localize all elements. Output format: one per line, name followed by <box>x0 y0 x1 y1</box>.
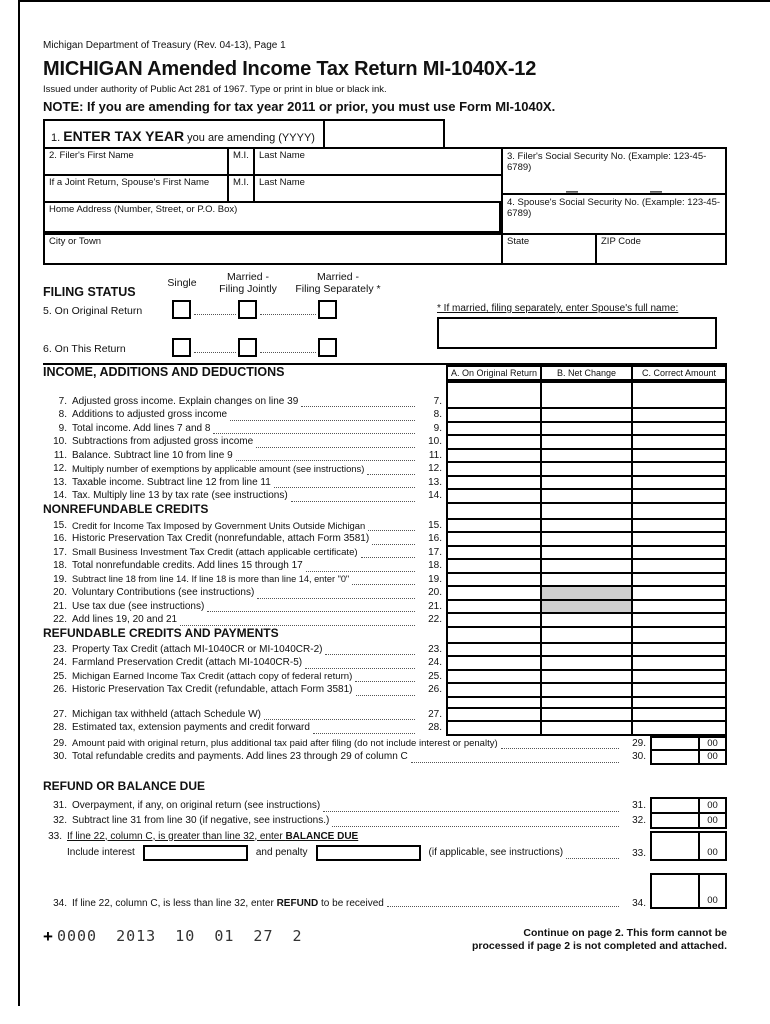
dotted-leader <box>194 352 236 353</box>
line33-inputs-row <box>67 845 622 861</box>
dotted-leader <box>356 684 416 696</box>
line-number: 29. <box>53 737 67 749</box>
filing-col-married-jointly: Married - Filing Jointly <box>219 271 277 296</box>
line-number: 28. <box>53 722 67 734</box>
line34-amount-box[interactable] <box>650 873 727 909</box>
line-number: 14. <box>53 490 67 502</box>
line-number: 7. <box>433 396 442 407</box>
line-number: 18. <box>428 560 442 572</box>
dotted-leader <box>260 314 316 315</box>
dotted-leader <box>301 395 415 407</box>
dotted-leader <box>411 751 619 763</box>
line-number: 25. <box>53 670 67 682</box>
line-number: 24. <box>53 657 67 669</box>
cents-cell: 00 <box>698 875 725 907</box>
checkbox-thisreturn-married-separately[interactable] <box>318 338 337 357</box>
tax-year-input[interactable] <box>323 121 443 147</box>
line-number: 10. <box>53 436 67 448</box>
filer-last-name-field[interactable]: Last Name <box>253 147 503 176</box>
filing-status-section <box>43 265 727 363</box>
checkbox-original-married-separately[interactable] <box>318 300 337 319</box>
refund-heading: REFUND OR BALANCE DUE <box>43 778 205 793</box>
spouse-full-name-box[interactable] <box>437 317 717 349</box>
line-label: Total income. Add lines 7 and 8 <box>72 422 211 434</box>
line-number: 29. <box>632 737 646 749</box>
line-label: Subtractions from adjusted gross income <box>72 436 254 448</box>
line-number: 25. <box>428 670 442 682</box>
line-number: 22. <box>428 614 442 626</box>
line-label: Overpayment, if any, on original return (see instructions) <box>72 799 321 811</box>
line-label: Voluntary Contributions (see instructions) <box>72 587 255 599</box>
tax-year-label: 1. ENTER TAX YEAR you are amending (YYYY) <box>51 128 315 144</box>
home-address-field[interactable]: Home Address (Number, Street, or P.O. Box) <box>43 201 501 233</box>
page-footer <box>43 927 727 953</box>
continue-note: Continue on page 2. This form cannot be processed if page 2 is not completed and attached. <box>472 926 727 952</box>
line-number: 32. <box>53 814 67 826</box>
line-number: 20. <box>53 587 67 599</box>
line-label: Property Tax Credit (attach MI-1040CR or MI-1040CR-2) <box>72 643 323 655</box>
dotted-leader <box>274 476 415 488</box>
cents-cell: 00 <box>698 814 725 827</box>
line-number: 13. <box>428 476 442 488</box>
dotted-leader <box>213 422 415 434</box>
dotted-leader <box>361 546 415 558</box>
checkbox-thisreturn-single[interactable] <box>172 338 191 357</box>
line-label: Amount paid with original return, plus additional tax paid after filing (do not include interest or penalty) <box>72 737 498 749</box>
line32-amount-box[interactable] <box>650 812 727 829</box>
table-row-line29 <box>43 736 727 752</box>
line-number: 17. <box>428 546 442 558</box>
wide-rows <box>43 736 727 765</box>
dotted-leader <box>264 708 415 720</box>
line-number: 15. <box>53 519 67 531</box>
table-rows <box>43 381 727 736</box>
spouse-first-name-field[interactable]: If a Joint Return, Spouse's First Name <box>43 174 229 203</box>
include-interest-label: Include interest <box>67 847 135 858</box>
line-label: Estimated tax, extension payments and credit forward <box>72 722 310 734</box>
line-label: Michigan Earned Income Tax Credit (attach copy of federal return) <box>72 670 353 682</box>
line-number: 31. <box>53 799 67 811</box>
line-number: 21. <box>428 600 442 612</box>
form-page <box>43 0 727 953</box>
refund-section <box>43 779 727 913</box>
filing-col-married-separately: Married - Filing Separately * <box>295 271 381 296</box>
line-number: 11. <box>53 449 67 461</box>
line-number: 8. <box>58 409 67 421</box>
line-label: Historic Preservation Tax Credit (refundable, attach Form 3581) <box>72 684 353 696</box>
filing-status-heading: FILING STATUS <box>43 285 136 299</box>
line-number: 12. <box>428 463 442 475</box>
dotted-leader <box>313 722 415 734</box>
agency-revision-line: Michigan Department of Treasury (Rev. 04-13), Page 1 <box>43 40 286 51</box>
table-header-row <box>43 365 727 381</box>
scan-artifact-left-line <box>18 0 20 1006</box>
line-number: 22. <box>53 614 67 626</box>
interest-input-box[interactable] <box>143 845 248 861</box>
dotted-leader <box>180 614 415 626</box>
line-number: 30. <box>632 751 646 763</box>
line-number: 17. <box>53 546 67 558</box>
filer-ssn-field[interactable]: 3. Filer's Social Security No. (Example: 123-45-6789) — — <box>501 147 727 195</box>
ssn-dashes: — — <box>566 184 662 198</box>
amount-cell-a-line28[interactable] <box>446 720 542 736</box>
line-label: Historic Preservation Tax Credit (nonrefundable, attach Form 3581) <box>72 533 370 545</box>
dotted-leader <box>256 436 415 448</box>
dotted-leader <box>368 519 415 531</box>
filing-col-single: Single <box>167 277 197 289</box>
filer-first-name-field[interactable]: 2. Filer's First Name <box>43 147 229 176</box>
dotted-leader <box>323 800 619 812</box>
line-label: Additions to adjusted gross income <box>72 409 228 421</box>
dotted-leader <box>236 449 415 461</box>
line-number: 19. <box>53 573 67 585</box>
filing-row6-label: 6. On This Return <box>43 343 126 355</box>
line-number: 16. <box>53 533 67 545</box>
city-field[interactable]: City or Town <box>43 233 503 265</box>
line-number: 7. <box>58 396 67 407</box>
dotted-leader <box>306 560 415 572</box>
table-row-line7 <box>43 381 727 409</box>
amount-cell-b-line7[interactable] <box>540 381 633 409</box>
line-label: Total nonrefundable credits. Add lines 15 through 17 <box>72 560 303 572</box>
income-section-heading: INCOME, ADDITIONS AND DEDUCTIONS <box>43 365 285 379</box>
line-number: 20. <box>428 587 442 599</box>
dotted-leader <box>305 657 415 669</box>
line34-label: If line 22, column C, is less than line 32, enter REFUND to be received <box>72 897 384 909</box>
checkbox-original-single[interactable] <box>172 300 191 319</box>
authority-line: Issued under authority of Public Act 281 of 1967. Type or print in blue or black ink. <box>43 84 387 95</box>
line-label: Subtract line 18 from line 14. If line 18 is more than line 14, enter "0" <box>72 574 350 585</box>
cents-cell: 00 <box>698 799 725 812</box>
checkbox-thisreturn-married-jointly[interactable] <box>238 338 257 357</box>
line-number: 23. <box>428 643 442 655</box>
amount-cell-a-line7[interactable] <box>446 381 542 409</box>
line-number: 9. <box>433 422 442 434</box>
line33-row <box>43 831 727 861</box>
amount-cell-c-line7[interactable] <box>631 381 727 409</box>
line-label: Michigan tax withheld (attach Schedule W) <box>72 708 261 720</box>
line-number: 12. <box>53 463 67 475</box>
table-row-line30 <box>43 749 727 765</box>
line-number: 26. <box>53 684 67 696</box>
spouse-last-name-field[interactable]: Last Name <box>253 174 503 203</box>
dotted-leader <box>257 587 415 599</box>
line33-label: 33. If line 22, column C, is greater than line 32, enter BALANCE DUE <box>48 830 359 842</box>
line-label: Farmland Preservation Credit (attach MI-1040CR-5) <box>72 657 303 669</box>
form-barcode-number: + 0000 2013 10 01 27 2 <box>43 926 303 946</box>
line-number: 19. <box>428 573 442 585</box>
line34-number-end: 34. <box>632 897 646 909</box>
form-title: MICHIGAN Amended Income Tax Return MI-1040X-12 <box>43 58 537 80</box>
section-heading: REFUNDABLE CREDITS AND PAYMENTS <box>43 625 279 640</box>
line-number: 11. <box>428 449 442 461</box>
line-number: 8. <box>433 409 442 421</box>
line-number: 16. <box>428 533 442 545</box>
line-label: Tax. Multiply line 13 by tax rate (see instructions) <box>72 490 288 502</box>
line-number: 27. <box>428 708 442 720</box>
line-label: Balance. Subtract line 10 from line 9 <box>72 449 233 461</box>
dotted-leader <box>291 490 415 502</box>
filing-row5-label: 5. On Original Return <box>43 305 143 317</box>
line-label: Add lines 19, 20 and 21 <box>72 614 178 626</box>
line-number: 32. <box>632 814 646 826</box>
dotted-leader <box>230 409 415 421</box>
zip-field[interactable]: ZIP Code <box>595 233 727 265</box>
line-label: Adjusted gross income. Explain changes on line 39 <box>72 396 299 407</box>
line34-number: 34. <box>53 897 67 909</box>
refund-rows <box>43 797 727 829</box>
cents-cell: 00 <box>698 751 725 763</box>
line-label: Multiply number of exemptions by applicable amount (see instructions) <box>72 463 365 475</box>
dotted-leader <box>352 573 415 585</box>
line-number: 23. <box>53 643 67 655</box>
table-row-line28 <box>43 720 727 736</box>
checkbox-original-married-jointly[interactable] <box>238 300 257 319</box>
and-penalty-label: and penalty <box>255 847 308 858</box>
line-number: 10. <box>428 436 442 448</box>
dotted-leader <box>566 847 619 859</box>
dotted-leader <box>260 352 316 353</box>
line-number: 9. <box>58 422 67 434</box>
dotted-leader <box>355 670 415 682</box>
dotted-leader <box>387 895 619 907</box>
line33-amount-box[interactable] <box>650 831 727 861</box>
line-number: 14. <box>428 490 442 502</box>
plus-mark: + <box>43 926 53 946</box>
line-number: 26. <box>428 684 442 696</box>
line-label: Credit for Income Tax Imposed by Government Units Outside Michigan <box>72 519 366 531</box>
filer-mi-field[interactable]: M.I. <box>227 147 255 176</box>
line-label: Taxable income. Subtract line 12 from line 11 <box>72 476 271 488</box>
line-number: 28. <box>428 722 442 734</box>
line-number: 18. <box>53 560 67 572</box>
col-header-b: B. Net Change <box>540 365 633 381</box>
dotted-leader <box>194 314 236 315</box>
line-label: Subtract line 31 from line 30 (if negative, see instructions.) <box>72 814 330 826</box>
line-number: 15. <box>428 519 442 531</box>
line34-row <box>43 873 727 913</box>
dotted-leader <box>207 600 415 612</box>
married-separately-note: * If married, filing separately, enter Spouse's full name: <box>437 303 679 314</box>
line-number: 21. <box>53 600 67 612</box>
col-header-c: C. Correct Amount <box>631 365 727 381</box>
dotted-leader <box>332 815 619 827</box>
line-number: 27. <box>53 708 67 720</box>
line30-amount-box[interactable] <box>650 749 727 765</box>
spouse-mi-field[interactable]: M.I. <box>227 174 255 203</box>
line-label: Total refundable credits and payments. Add lines 23 through 29 of column C <box>72 751 408 763</box>
spouse-ssn-field[interactable]: 4. Spouse's Social Security No. (Example: 123-45-6789) <box>501 193 727 235</box>
line33-number: 33. <box>632 847 646 859</box>
section-heading: NONREFUNDABLE CREDITS <box>43 501 209 516</box>
amount-cell-c-line28[interactable] <box>631 720 727 736</box>
line-number: 24. <box>428 657 442 669</box>
amount-cell-b-line28[interactable] <box>540 720 633 736</box>
dotted-leader <box>501 737 619 749</box>
cents-cell: 00 <box>698 738 725 750</box>
state-field[interactable]: State <box>501 233 597 265</box>
line-number: 13. <box>53 476 67 488</box>
dotted-leader <box>372 533 415 545</box>
identity-section <box>43 117 727 265</box>
line-label: Small Business Investment Tax Credit (attach applicable certificate) <box>72 546 358 558</box>
cents-cell: 00 <box>698 833 725 859</box>
col-header-a: A. On Original Return <box>446 365 542 381</box>
note-line: NOTE: If you are amending for tax year 2011 or prior, you must use Form MI-1040X. <box>43 99 556 114</box>
line-label: Use tax due (see instructions) <box>72 600 205 612</box>
tax-year-row <box>43 119 445 149</box>
penalty-input-box[interactable] <box>316 845 421 861</box>
line-number: 30. <box>53 751 67 763</box>
dotted-leader <box>367 463 415 475</box>
income-amount-table <box>43 363 727 736</box>
dotted-leader <box>325 643 415 655</box>
line-number: 31. <box>632 799 646 811</box>
table-row-line32 <box>43 812 727 829</box>
if-applicable-label: (if applicable, see instructions) <box>428 847 564 858</box>
